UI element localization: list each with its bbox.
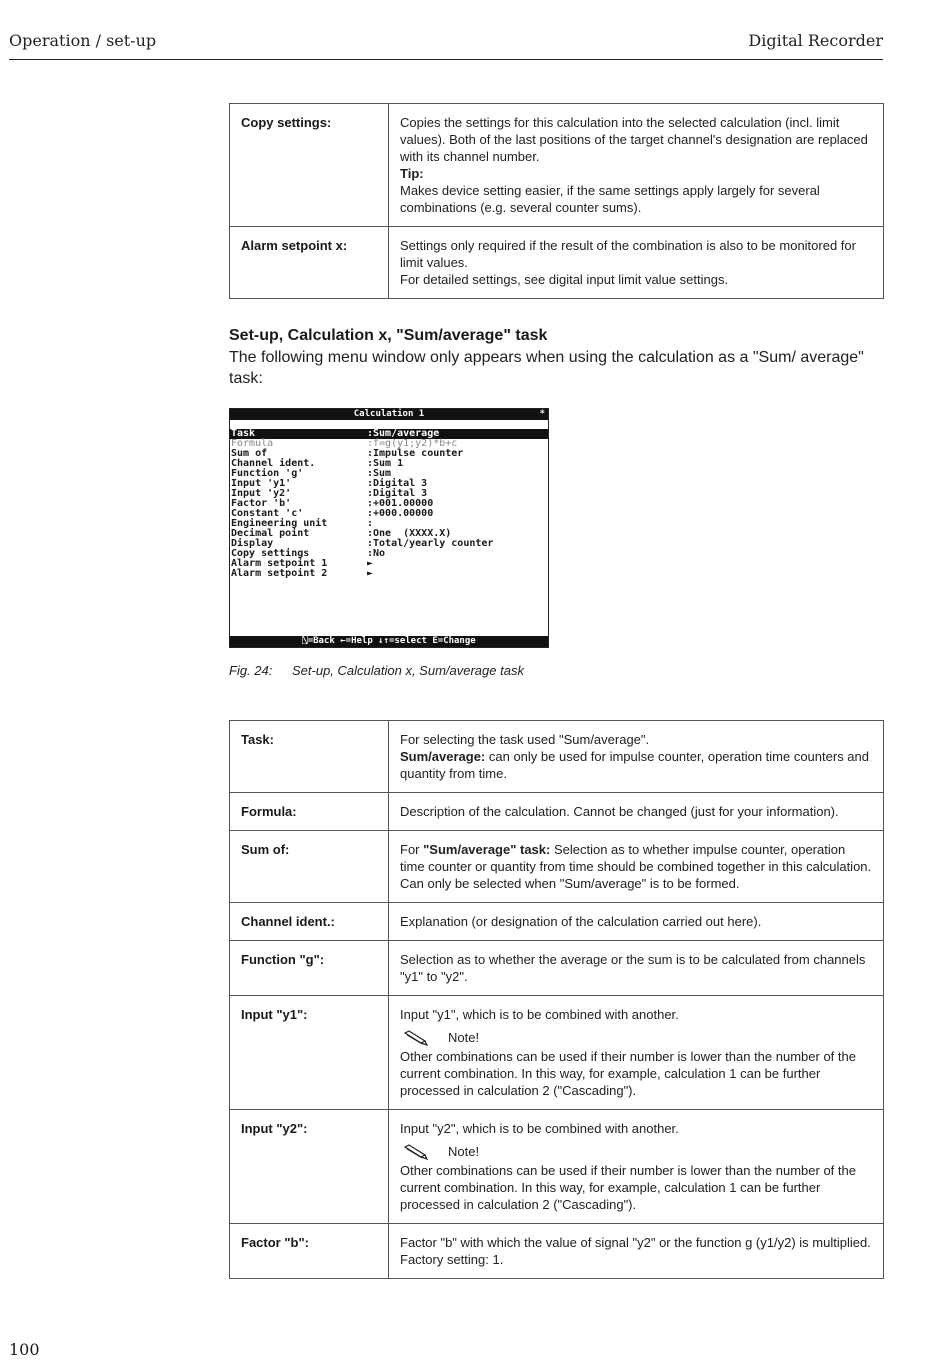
description-line	[400, 951, 872, 985]
row-label: Input "y1":	[230, 996, 389, 1110]
row-description	[389, 1110, 884, 1224]
line-text: Copies the settings for this calculation into the selected calculation (incl. limit values). Both of the last positions of the target channel's designation are replaced with its channel number.	[400, 115, 868, 164]
table-row	[230, 227, 884, 299]
lcd-item-label: Alarm setpoint 2	[231, 568, 328, 579]
header-section-title: Operation / set-up	[9, 31, 157, 50]
row-label: Sum of:	[230, 831, 389, 903]
description-line	[400, 803, 872, 820]
pencil-note-icon	[402, 1030, 430, 1046]
note-label: Note!	[448, 1144, 480, 1159]
line-text: Other combinations can be used if their number is lower than the number of the current combination. In this way, for example, calculation 1 can be further processed in calculation 2 ("Cascading").	[400, 1049, 856, 1098]
row-label: Function "g":	[230, 941, 389, 996]
lcd-item-value: :Sum/average	[367, 428, 440, 439]
row-description	[389, 104, 884, 227]
row-description	[389, 941, 884, 996]
pencil-note-icon	[402, 1144, 430, 1160]
lcd-item-value: :Sum 1	[367, 458, 404, 469]
row-label: Input "y2":	[230, 1110, 389, 1224]
row-label: Alarm setpoint x:	[230, 227, 389, 299]
description-line	[400, 1234, 872, 1251]
lcd-footer: ⍂=Back ←=Help ↓↑=select E=Change	[230, 636, 548, 647]
row-label: Task:	[230, 721, 389, 793]
line-text: Description of the calculation. Cannot be changed (just for your information).	[400, 804, 839, 819]
header-rule	[9, 59, 883, 60]
line-text: Makes device setting easier, if the same settings apply largely for several combinations (e.g. several counter sums).	[400, 183, 820, 215]
lcd-item-value: ►	[367, 568, 374, 579]
section-intro: The following menu window only appears when using the calculation as a "Sum/ average" task:	[229, 349, 864, 387]
lcd-item-value: :+000.00000	[367, 508, 434, 519]
line-text: Factory setting: 1.	[400, 1252, 504, 1267]
line-text: Selection as to whether impulse counter, operation time counter or quantity from time should be combined together in this calculation.	[400, 842, 872, 874]
row-description	[389, 903, 884, 941]
lcd-title-bar	[230, 409, 548, 420]
line-text: can only be used for impulse counter, operation time counters and quantity from time.	[400, 749, 869, 781]
row-description	[389, 793, 884, 831]
row-description	[389, 831, 884, 903]
note	[400, 1029, 872, 1046]
line-bold-lead: "Sum/average" task:	[423, 842, 551, 857]
table-row	[230, 104, 884, 227]
lcd-item-value: :Impulse counter	[367, 448, 464, 459]
line-text: Input "y2", which is to be combined with another.	[400, 1121, 679, 1136]
description-line	[400, 237, 872, 271]
line-text: Other combinations can be used if their number is lower than the number of the current combination. In this way, for example, calculation 1 can be further processed in calculation 2 ("Cascading").	[400, 1163, 856, 1212]
lcd-item-label: Engineering unit	[231, 518, 328, 529]
lcd-item-label: Decimal point	[231, 528, 310, 539]
description-line	[400, 841, 872, 875]
section-title: Set-up, Calculation x, "Sum/average" task	[229, 327, 548, 344]
line-text: Selection as to whether the average or the sum is to be calculated from channels "y1" to "y2".	[400, 952, 866, 984]
lcd-item-label: Task	[231, 428, 256, 439]
description-line	[400, 1006, 872, 1023]
description-line	[400, 114, 872, 165]
lcd-item-label: Constant 'c'	[231, 508, 304, 519]
line-bold-lead: Sum/average:	[400, 749, 486, 764]
lcd-star: *	[539, 409, 545, 419]
description-line	[400, 165, 872, 182]
figure-caption-text: Set-up, Calculation x, Sum/average task	[292, 663, 524, 678]
note-label: Note!	[448, 1030, 480, 1045]
row-label: Channel ident.:	[230, 903, 389, 941]
lcd-item-label: Input 'y1'	[231, 478, 292, 489]
lcd-item-value: :No	[367, 548, 386, 559]
settings-table-main	[229, 720, 884, 1279]
page-number: 100	[9, 1340, 40, 1359]
description-line	[400, 748, 872, 782]
lcd-item-label: Channel ident.	[231, 458, 316, 469]
table-row	[230, 941, 884, 996]
description-line	[400, 271, 872, 288]
row-description	[389, 227, 884, 299]
lcd-menu-item	[230, 569, 548, 579]
note	[400, 1143, 872, 1160]
settings-table-top	[229, 103, 884, 299]
lcd-item-value: :Digital 3	[367, 488, 428, 499]
line-prefix: For	[400, 842, 424, 857]
description-line	[400, 913, 872, 930]
header-document-title: Digital Recorder	[748, 31, 883, 50]
lcd-item-value: ►	[367, 558, 374, 569]
line-text: Can only be selected when "Sum/average" is to be formed.	[400, 876, 740, 891]
row-description	[389, 996, 884, 1110]
lcd-menu-list	[230, 429, 548, 579]
table-row	[230, 996, 884, 1110]
lcd-item-label: Copy settings	[231, 548, 310, 559]
table-row	[230, 1224, 884, 1279]
lcd-item-value: :+001.00000	[367, 498, 434, 509]
row-label: Copy settings:	[230, 104, 389, 227]
row-description	[389, 1224, 884, 1279]
description-line	[400, 1048, 872, 1099]
lcd-item-label: Input 'y2'	[231, 488, 292, 499]
lcd-item-value: :Total/yearly counter	[367, 538, 494, 549]
description-line	[400, 1120, 872, 1137]
table-row	[230, 1110, 884, 1224]
lcd-item-value: :f=g(y1;y2)*b+c	[367, 438, 458, 449]
line-text: Explanation (or designation of the calculation carried out here).	[400, 914, 762, 929]
lcd-item-label: Display	[231, 538, 274, 549]
table-row	[230, 903, 884, 941]
lcd-item-value: :Digital 3	[367, 478, 428, 489]
lcd-item-label: Sum of	[231, 448, 268, 459]
table-row	[230, 721, 884, 793]
row-label: Factor "b":	[230, 1224, 389, 1279]
calculation-menu-screenshot	[229, 408, 549, 648]
lcd-item-value: :One (XXXX.X)	[367, 528, 452, 539]
table-row	[230, 831, 884, 903]
lcd-title: Calculation 1	[353, 409, 425, 419]
table-row	[230, 793, 884, 831]
lcd-item-label: Function 'g'	[231, 468, 304, 479]
lcd-item-value: :Sum	[367, 468, 392, 479]
figure-number: Fig. 24:	[229, 663, 273, 678]
line-text: For selecting the task used "Sum/average".	[400, 732, 650, 747]
row-label: Formula:	[230, 793, 389, 831]
figure-caption	[229, 663, 524, 678]
lcd-item-value: :	[367, 518, 374, 529]
lcd-item-label: Factor 'b'	[231, 498, 292, 509]
description-line	[400, 182, 872, 216]
lcd-item-label: Alarm setpoint 1	[231, 558, 328, 569]
description-line	[400, 731, 872, 748]
line-text: For detailed settings, see digital input limit value settings.	[400, 272, 729, 287]
description-line	[400, 1162, 872, 1213]
line-text: Factor "b" with which the value of signal "y2" or the function g (y1/y2) is multiplied.	[400, 1235, 871, 1250]
line-text: Input "y1", which is to be combined with another.	[400, 1007, 679, 1022]
description-line	[400, 875, 872, 892]
line-text: Tip:	[400, 166, 424, 181]
lcd-item-label: Formula	[231, 438, 274, 449]
line-text: Settings only required if the result of the combination is also to be monitored for limit values.	[400, 238, 856, 270]
row-description	[389, 721, 884, 793]
description-line	[400, 1251, 872, 1268]
